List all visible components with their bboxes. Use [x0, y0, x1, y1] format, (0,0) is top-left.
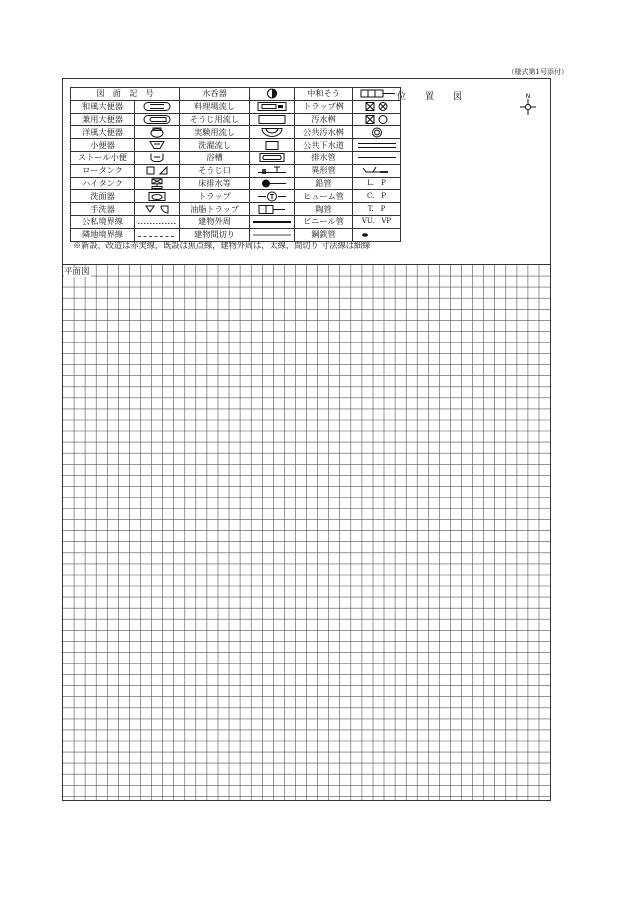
western-toilet-icon [135, 126, 180, 139]
legend-label: トラップ [180, 190, 250, 203]
legend-label: 陶管 [295, 203, 353, 216]
compass-north-label: N [525, 93, 531, 100]
legend-label: 浴槽 [180, 151, 250, 164]
legend-row [71, 113, 401, 126]
legend-label: 兼用大便器 [71, 113, 135, 126]
floor-drain-icon [250, 177, 295, 190]
legend-label: そうじ口 [180, 164, 250, 177]
legend-abbr: C. P [353, 190, 401, 203]
building-outline-icon [250, 215, 295, 228]
legend-row [71, 126, 401, 139]
legend-section [63, 79, 550, 265]
trap-basin-icon [353, 100, 401, 113]
legend-row [71, 139, 401, 152]
trap-icon [250, 190, 295, 203]
fitting-pipe-icon [353, 164, 401, 177]
legend-label: ロータンク [71, 164, 135, 177]
cleaning-sink-icon [250, 113, 295, 126]
washbasin-icon [135, 190, 180, 203]
drawing-form [62, 78, 551, 801]
legend-header-row [71, 88, 401, 101]
sewage-basin-icon [353, 113, 401, 126]
legend-label: ヒューム管 [295, 190, 353, 203]
plan-grid [63, 265, 550, 800]
legend-label: 油脂トラップ [180, 203, 250, 216]
legend-row [71, 177, 401, 190]
legend-row [71, 190, 401, 203]
kitchen-sink-icon [250, 100, 295, 113]
legend-label: 排水管 [295, 151, 353, 164]
legend-row [71, 100, 401, 113]
legend-label: そうじ用流し [180, 113, 250, 126]
legend-abbr: VU. VP [353, 215, 401, 228]
hand-wash-icon [135, 203, 180, 216]
legend-note: ※新設，改造は赤実線，既設は黒点線，建物外周は，太線，間切り 寸法線は細線 [73, 240, 371, 250]
plan-section [63, 265, 550, 800]
legend-label: 公共下水道 [295, 139, 353, 152]
legend-label: 隣地境界線 [71, 228, 135, 241]
legend-label: 異形管 [295, 164, 353, 177]
legend-label: 公共汚水桝 [295, 126, 353, 139]
legend-label: 床排水等 [180, 177, 250, 190]
neutralization-tank-icon [353, 88, 401, 101]
legend-row [71, 151, 401, 164]
legend-label: 公私境界線 [71, 215, 135, 228]
legend-row [71, 203, 401, 216]
public-sewer-icon [353, 139, 401, 152]
stall-urinal-icon [135, 151, 180, 164]
boundary-line-icon [135, 215, 180, 228]
legend-label: 汚水桝 [295, 113, 353, 126]
legend-label: 建物間切り [180, 228, 250, 241]
legend-label: 鋼鉄管 [295, 228, 353, 241]
legend-label: 洗濯流し [180, 139, 250, 152]
legend-label: 小便器 [71, 139, 135, 152]
legend-abbr: L. P [353, 177, 401, 190]
legend-label: トラップ桝 [295, 100, 353, 113]
legend-label: 手洗器 [71, 203, 135, 216]
low-tank-icon [135, 164, 180, 177]
lab-sink-icon [250, 126, 295, 139]
high-tank-icon [135, 177, 180, 190]
public-sewage-basin-icon [353, 126, 401, 139]
laundry-sink-icon [250, 139, 295, 152]
legend-label: 洗面器 [71, 190, 135, 203]
location-map-title: 位 置 図 [397, 92, 468, 102]
legend-title: 図 面 記 号 [71, 88, 180, 101]
form-label: （様式第1号添付） [507, 68, 568, 76]
legend-label: 和風大便器 [71, 100, 135, 113]
neutralization-tank-label: 中和そう [295, 88, 353, 101]
legend-label: 実験用流し [180, 126, 250, 139]
urinal-icon [135, 139, 180, 152]
water-fountain-icon [250, 88, 295, 101]
legend-label: 料理場流し [180, 100, 250, 113]
compass-icon [519, 91, 537, 121]
water-fountain-label: 水呑器 [180, 88, 250, 101]
drain-pipe-icon [353, 151, 401, 164]
legend-label: 鉛管 [295, 177, 353, 190]
dual-toilet-icon [135, 113, 180, 126]
legend-abbr: T. P [353, 203, 401, 216]
legend-row [71, 215, 401, 228]
legend-label: 洋風大便器 [71, 126, 135, 139]
legend-label: 建物外周 [180, 215, 250, 228]
legend-row [71, 164, 401, 177]
grease-trap-icon [250, 203, 295, 216]
japanese-toilet-icon [135, 100, 180, 113]
plan-title: 平面図 [64, 267, 90, 277]
legend-label: ストール小便 [71, 151, 135, 164]
legend-label: ビニール管 [295, 215, 353, 228]
legend-label: ハイタンク [71, 177, 135, 190]
legend-table [70, 87, 401, 242]
cleanout-icon [250, 164, 295, 177]
bathtub-icon [250, 151, 295, 164]
